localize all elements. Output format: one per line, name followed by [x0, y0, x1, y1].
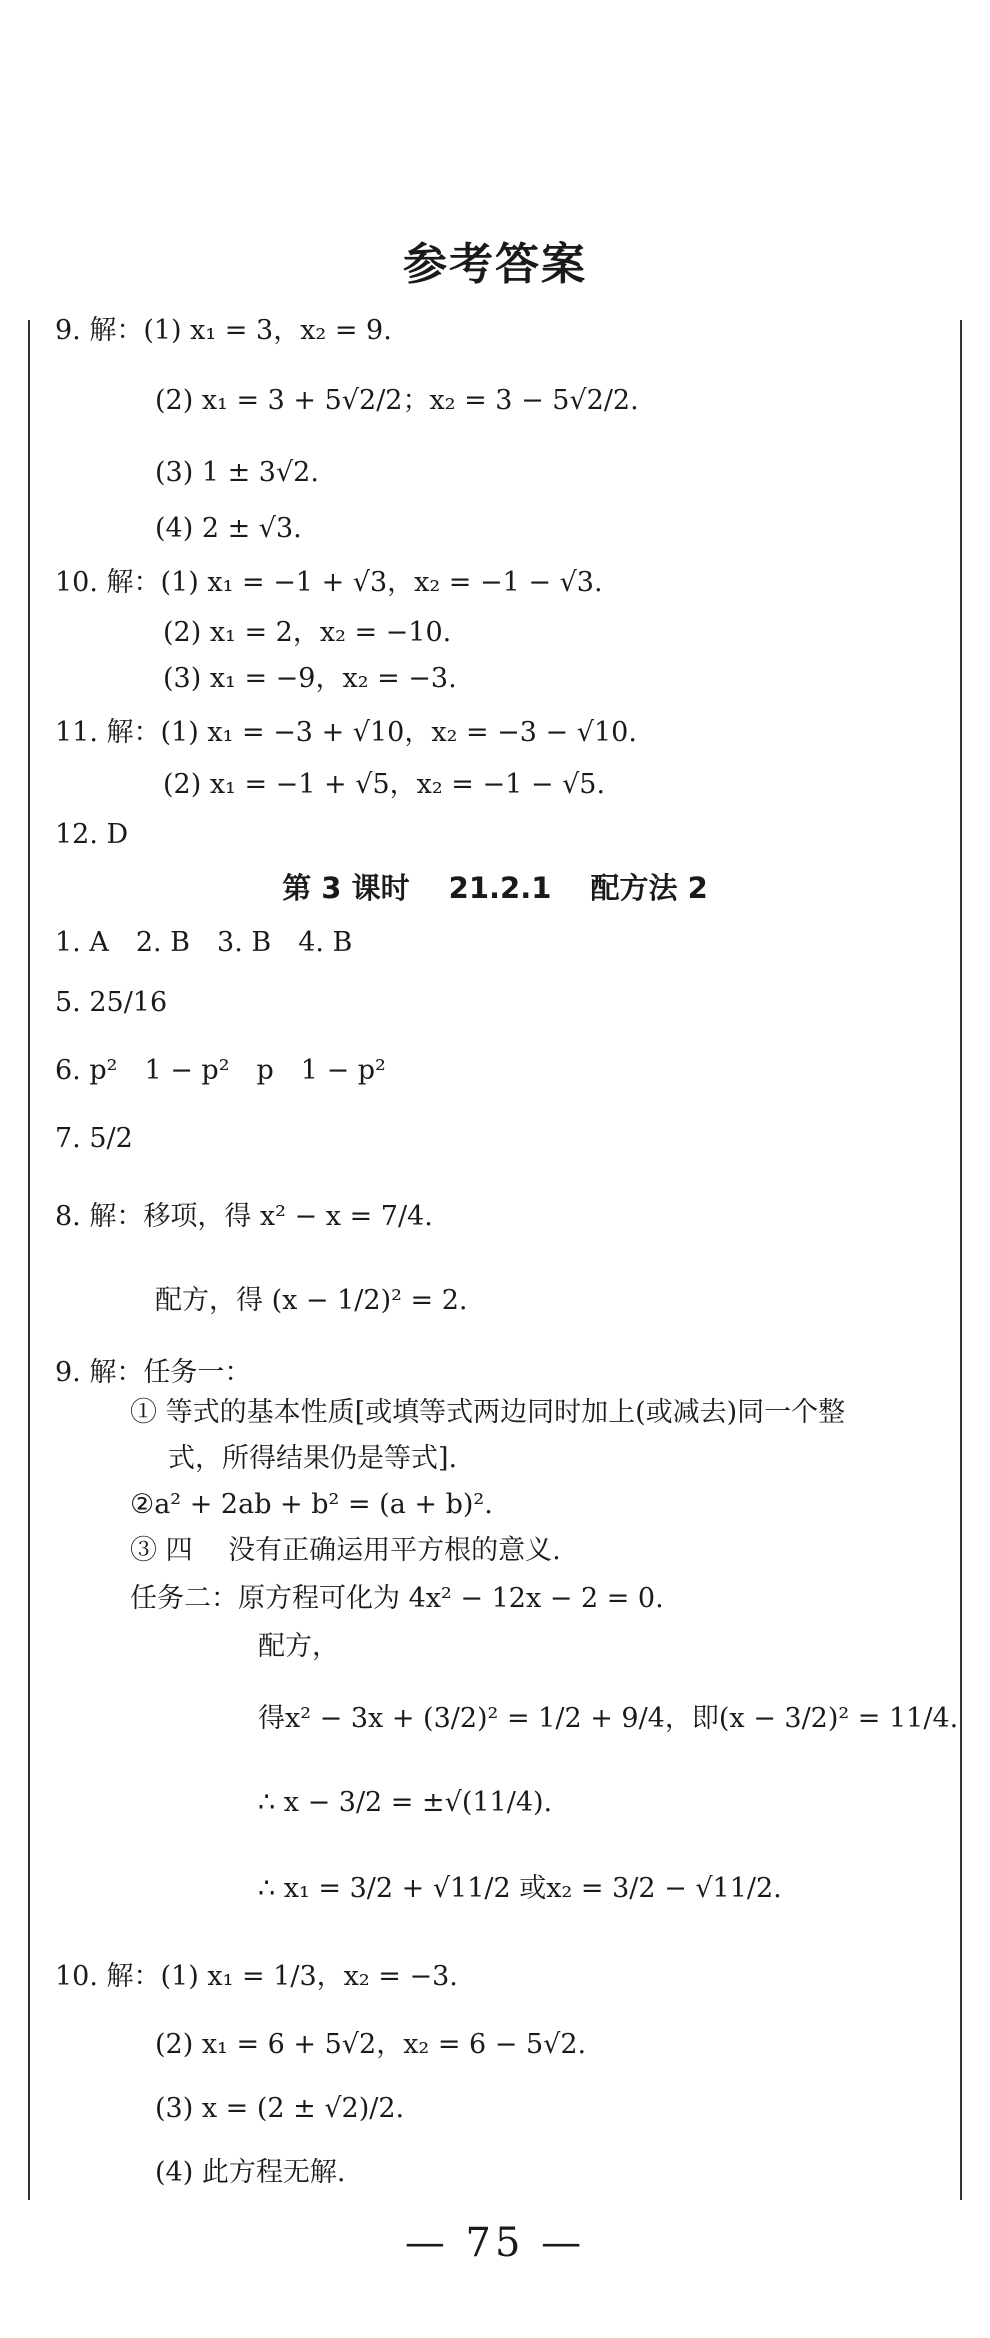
answer-line: ∴ x₁ = 3/2 + √11/2 或x₂ = 3/2 − √11/2.: [258, 1873, 782, 1904]
answer-line: ① 等式的基本性质[或填等式两边同时加上(或减去)同一个整: [130, 1397, 846, 1428]
answer-line: 5. 25/16: [55, 987, 168, 1018]
answer-line: 式，所得结果仍是等式].: [168, 1443, 458, 1474]
answer-line: 得x² − 3x + (3/2)² = 1/2 + 9/4，即(x − 3/2)² = 11/4.: [258, 1703, 959, 1734]
answer-line: 10. 解：(1) x₁ = 1/3，x₂ = −3.: [55, 1961, 458, 1992]
answer-line: 6. p² 1 − p² p 1 − p²: [55, 1055, 386, 1086]
answer-line: 10. 解：(1) x₁ = −1 + √3，x₂ = −1 − √3.: [55, 567, 603, 598]
answer-line: (2) x₁ = 3 + 5√2/2；x₂ = 3 − 5√2/2.: [155, 385, 639, 416]
answer-line: (2) x₁ = 2，x₂ = −10.: [163, 617, 452, 648]
right-margin-rule: [960, 320, 962, 2200]
answer-line: 11. 解：(1) x₁ = −3 + √10，x₂ = −3 − √10.: [55, 717, 637, 748]
answer-line: 1. A 2. B 3. B 4. B: [55, 927, 353, 958]
answer-line: (3) 1 ± 3√2.: [155, 457, 319, 488]
answer-line: (4) 此方程无解.: [155, 2157, 346, 2188]
page-title: 参考答案: [403, 239, 587, 290]
page-number: — 75 —: [404, 2220, 586, 2266]
answer-line: (4) 2 ± √3.: [155, 513, 302, 544]
answer-line: (3) x = (2 ± √2)/2.: [155, 2093, 405, 2124]
answer-line: (2) x₁ = 6 + 5√2，x₂ = 6 − 5√2.: [155, 2029, 587, 2060]
answer-line: 12. D: [55, 819, 129, 850]
answer-line: ∴ x − 3/2 = ±√(11/4).: [258, 1787, 553, 1818]
answer-line: 9. 解：任务一：: [55, 1357, 252, 1388]
answer-line: 任务二：原方程可化为 4x² − 12x − 2 = 0.: [130, 1583, 664, 1614]
answer-line: (2) x₁ = −1 + √5，x₂ = −1 − √5.: [163, 769, 606, 800]
left-margin-rule: [28, 320, 30, 2200]
answer-line: 配方，得 (x − 1/2)² = 2.: [155, 1285, 468, 1316]
answer-line: ③ 四 没有正确运用平方根的意义.: [130, 1535, 561, 1566]
answer-line: 7. 5/2: [55, 1123, 133, 1154]
answer-line: 8. 解：移项，得 x² − x = 7/4.: [55, 1201, 433, 1232]
answer-line: 配方，: [258, 1631, 339, 1662]
answer-line: (3) x₁ = −9，x₂ = −3.: [163, 663, 457, 694]
answer-line: 9. 解：(1) x₁ = 3，x₂ = 9.: [55, 315, 392, 346]
section-title: 第 3 课时 21.2.1 配方法 2: [282, 871, 708, 905]
answer-line: ②a² + 2ab + b² = (a + b)².: [130, 1489, 493, 1520]
